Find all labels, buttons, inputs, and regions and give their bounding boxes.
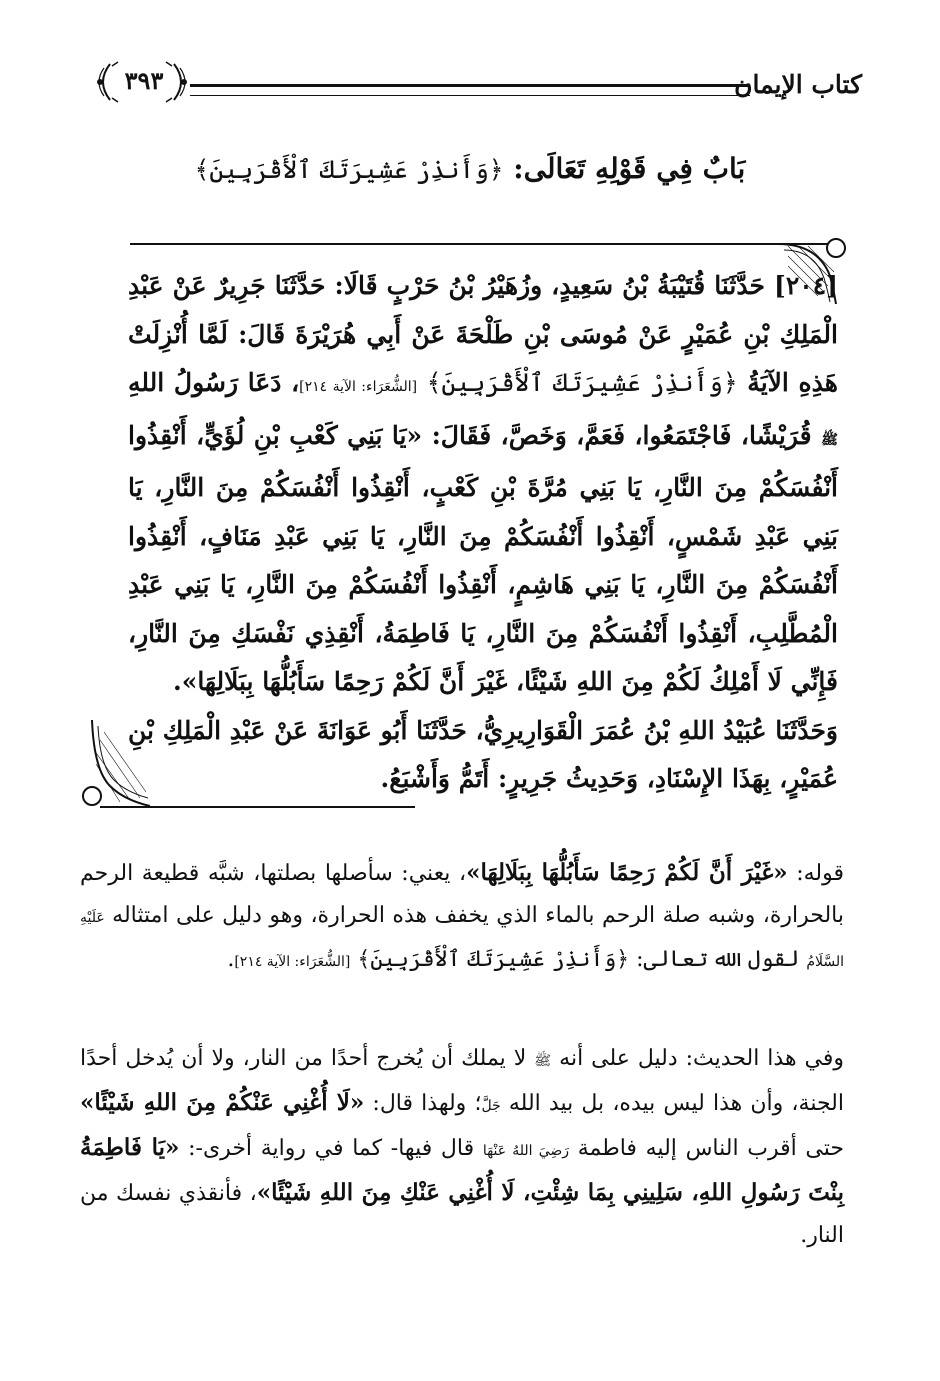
hadith-number: [٢٠٤] [774,271,838,300]
running-header-title: كتاب الإيمان [734,70,862,99]
page-number: ٣٩٣ [124,66,164,95]
commentary-text-2: لقول الله تعالى: [636,947,800,972]
hadith-verse-reference: [الشُّعَرَاء: الآية ٢١٤] [299,379,418,395]
chapter-heading [150,152,790,185]
commentary-text: حتى أقرب الناس إليه فاطمة [577,1136,845,1161]
header-rule [190,84,750,96]
commentary-paragraph-2 [80,1038,844,1257]
commentary-text: وفي هذا الحديث: دليل على أنه [559,1046,845,1071]
hadith-after-verse: ، دَعَا رَسُولُ اللهِ [128,368,300,397]
hadith-verse: ﴿وَأَنذِرْ عَشِيرَتَكَ ٱلْأَقْرَبِينَ﴾ [426,368,738,397]
commentary-verse-reference: [الشُّعَرَاء: الآية ٢١٤] [234,954,351,970]
hadith-paragraph [128,262,838,707]
commentary-quote: «غَيْرَ أَنَّ لَكُمْ رَحِمًا سَأَبُلُّهَا بِبَلَالِهَا» [466,859,788,886]
commentary-text: ، يعني: سأصلها بصلتها، شبَّه قطيعة الرحم بالحرارة، وشبه صلة الرحم بالماء الذي يخفف هذه الحرارة، وهو دليل على امتثاله [80,861,844,928]
commentary-intro: قوله: [796,861,844,886]
hadith-text-block [128,262,838,804]
commentary-text: ، فأنقذي نفسك من النار. [80,1181,844,1248]
commentary-text: قال فيها- كما في رواية أخرى-: [188,1136,475,1161]
hadith-frame-top-rule [130,243,830,245]
hadith-frame-bottom-rule [100,806,415,808]
commentary-text: لا يملك أن يُخرج أحدًا من النار، ولا أن يُدخل أحدًا الجنة، وأن هذا ليس بيده، بل بيد الله [80,1046,844,1116]
salutation-mark: ﷺ [534,1053,552,1069]
commentary-paragraph-1 [80,852,844,983]
commentary-quote: «لَا أُغْنِي عَنْكُمْ مِنَ اللهِ شَيْئًا» [80,1089,365,1116]
commentary-end: . [227,947,235,972]
salutation-mark: عَلَيْهِ السَّلَامُ [80,910,844,970]
salutation-mark: ﷺ [821,431,838,448]
jalla-mark: جَلَّ [481,1098,501,1114]
chapter-heading-verse: ﴿وَأَنذِرْ عَشِيرَتَكَ ٱلْأَقْرَبِينَ﴾ [194,155,504,184]
hadith-narration: حَدَّثَنَا قُتَيْبَةُ بْنُ سَعِيدٍ، وزُهَيْرُ بْنُ حَرْبٍ قَالَا: حَدَّثَنَا جَرِيرٌ عَنْ عَبْدِ الْمَلِكِ بْنِ عُمَيْرٍ عَنْ مُوسَى بْنِ طَلْحَةَ عَنْ أَبِي هُرَيْرَةَ قَالَ: لَمَّا أُنْزِلَتْ هَذِهِ الآيَةُ [128,271,838,397]
commentary-text: ؛ ولهذا قال: [372,1091,482,1116]
commentary-quote: «يَا فَاطِمَةُ بِنْتَ رَسُولِ اللهِ، سَلِينِي بِمَا شِئْتِ، لَا أُغْنِي عَنْكِ مِنَ اللهِ شَيْئًا» [80,1134,844,1206]
hadith-second-chain-text: وَحَدَّثَنَا عُبَيْدُ اللهِ بْنُ عُمَرَ الْقَوَارِيرِيُّ، حَدَّثَنَا أَبُو عَوَانَةَ عَنْ عَبْدِ الْمَلِكِ بْنِ عُمَيْرٍ، بِهَذَا الإِسْنَادِ، وَحَدِيثُ جَرِيرٍ: أَتَمُّ وَأَشْبَعُ. [128,715,838,793]
radiya-mark: رَضِيَ اللهُ عَنْهَا [482,1143,570,1159]
hadith-body: قُرَيْشًا، فَاجْتَمَعُوا، فَعَمَّ، وَخَصَّ، فَقَالَ: «يَا بَنِي كَعْبِ بْنِ لُؤَيٍّ، أَنْقِذُوا أَنْفُسَكُمْ مِنَ النَّارِ، يَا بَنِي مُرَّةَ بْنِ كَعْبٍ، أَنْقِذُوا أَنْفُسَكُمْ مِنَ النَّارِ، يَا بَنِي عَبْدِ شَمْسٍ، أَنْقِذُوا أَنْفُسَكُمْ مِنَ النَّارِ، يَا بَنِي عَبْدِ مَنَافٍ، أَنْقِذُوا أَنْفُسَكُمْ مِنَ النَّارِ، يَا بَنِي هَاشِمٍ، أَنْقِذُوا أَنْفُسَكُمْ مِنَ النَّارِ، يَا بَنِي عَبْدِ الْمُطَّلِبِ، أَنْقِذُوا أَنْفُسَكُمْ مِنَ النَّارِ، يَا فَاطِمَةُ، أَنْقِذِي نَفْسَكِ مِنَ النَّارِ، فَإِنِّي لَا أَمْلِكُ لَكُمْ مِنَ اللهِ شَيْئًا، غَيْرَ أَنَّ لَكُمْ رَحِمًا سَأَبُلُّهَا بِبَلَالِهَا». [128,420,838,696]
hadith-second-chain [128,707,838,804]
chapter-heading-prefix: بَابٌ فِي قَوْلِهِ تَعَالَى: [513,152,746,185]
commentary-verse: ﴿وَأَنذِرْ عَشِيرَتَكَ ٱلْأَقْرَبِينَ﴾ [357,947,630,972]
